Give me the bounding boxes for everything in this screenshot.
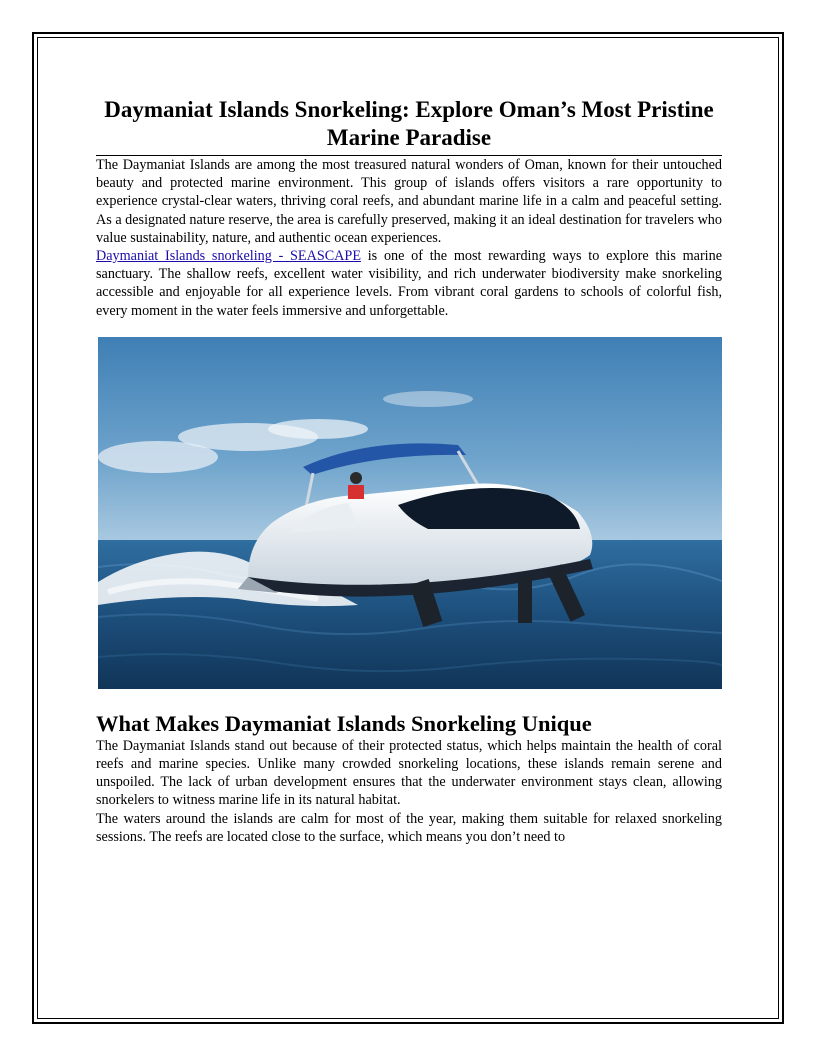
boat-photo <box>98 337 722 689</box>
seascape-paragraph-text: is one of the most rewarding ways to explore this marine sanctuary. The shallow reefs, excellent water visibility, and rich underwater biodiversity make snorkeling accessible and enjoyable for all experience levels. From vibrant coral gardens to schools of colorful fish, every moment in the water feels immersive and unforgettable. <box>96 248 723 319</box>
seascape-paragraph <box>96 247 722 320</box>
waters-paragraph: The waters around the islands are calm for most of the year, making them suitable for relaxed snorkeling sessions. The reefs are located close to the surface, which means you don’t need to <box>96 810 722 845</box>
unique-paragraph: The Daymaniat Islands stand out because of their protected status, which helps maintain the health of coral reefs and marine species. Unlike many crowded snorkeling locations, these islands remain serene and unspoiled. The lack of urban development ensures that the underwater environment stays clean, allowing snorkelers to witness marine life in its natural habitat. <box>96 737 722 809</box>
intro-paragraph: The Daymaniat Islands are among the most treasured natural wonders of Oman, known for their untouched beauty and protected marine environment. This group of islands offers visitors a rare opportunity to experience crystal-clear waters, thriving coral reefs, and abundant marine life in a calm and peaceful setting. As a designated nature reserve, the area is carefully preserved, making it an ideal destination for travelers who value sustainability, nature, and authentic ocean experiences. <box>96 157 722 246</box>
document-title: Daymaniat Islands Snorkeling: Explore Oman’s Most Pristine Marine Paradise <box>96 96 722 156</box>
seascape-link[interactable]: Daymaniat Islands snorkeling - SEASCAPE <box>96 248 361 265</box>
section-heading: What Makes Daymaniat Islands Snorkeling Unique <box>96 710 592 736</box>
document-body <box>96 96 722 846</box>
